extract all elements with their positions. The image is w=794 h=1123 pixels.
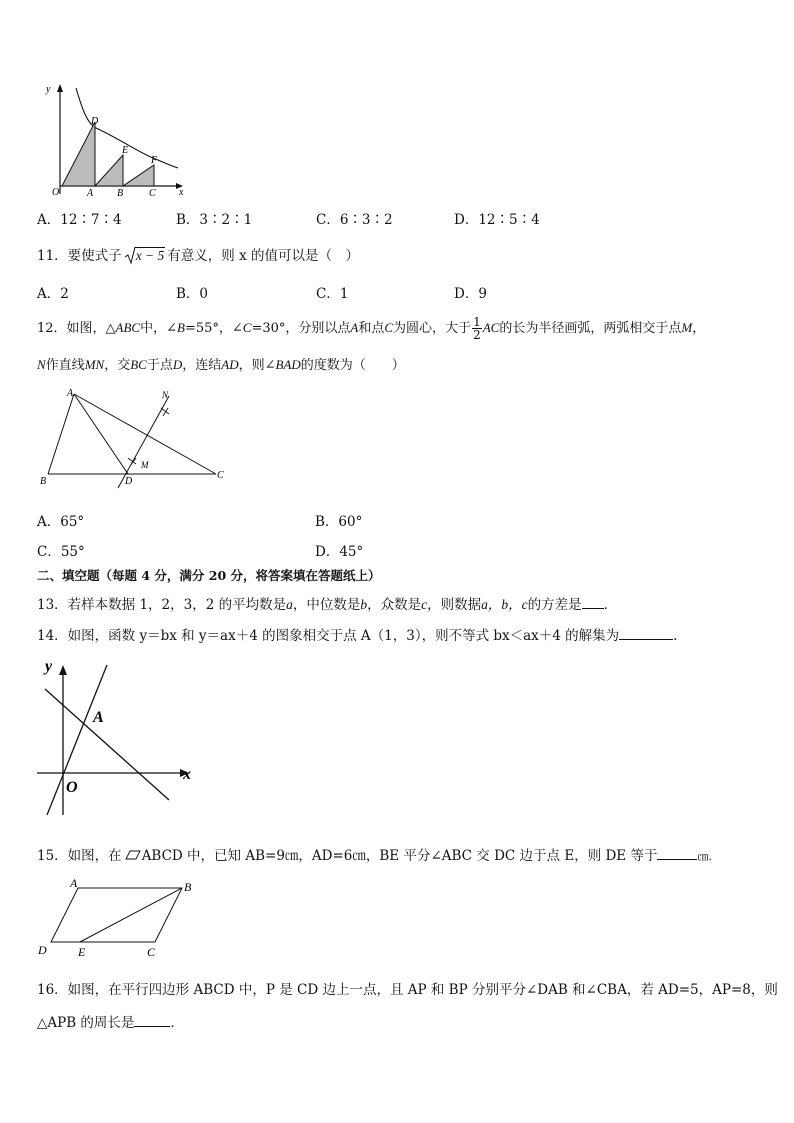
label-a: A (87, 188, 94, 199)
triangle-abe (95, 155, 123, 186)
label-a: A (93, 709, 104, 726)
q11-option-d[interactable]: D．9 (454, 286, 487, 302)
q10-figure (38, 82, 188, 200)
q14-stem: 14．如图，函数 y＝bx 和 y＝ax＋4 的图象相交于点 A（1，3），则不等式 bx＜ax＋4 的解集为 . (37, 628, 678, 644)
q10-option-c[interactable]: C．6∶3∶2 (316, 212, 393, 228)
answer-blank[interactable] (134, 1014, 170, 1027)
q11-text-pre: 11．要使式子 (37, 248, 122, 264)
label-m: M (141, 460, 149, 470)
sqrt-expression (124, 248, 166, 264)
label-e: E (78, 945, 86, 958)
q10-option-a[interactable]: A．12∶7∶4 (37, 212, 122, 228)
q11-stem (37, 244, 359, 264)
answer-blank[interactable] (582, 596, 604, 609)
label-c: C (217, 470, 224, 481)
q12-option-d[interactable]: D．45° (315, 544, 364, 560)
label-b: B (117, 188, 124, 199)
label-d: D (38, 943, 47, 957)
q12-stem-line2: N作直线MN，交BC于点D，连结AD，则∠BAD的度数为（ ） (37, 357, 405, 373)
y-axis-arrow (59, 665, 67, 675)
label-n: N (162, 390, 169, 400)
label-y: y (45, 658, 53, 675)
label-c: C (149, 188, 156, 199)
label-d: D (125, 476, 133, 487)
label-x: x (179, 187, 184, 198)
label-f: F (151, 155, 158, 166)
label-o: O (66, 779, 78, 796)
segment-be (80, 888, 182, 942)
q11-option-b[interactable]: B．0 (176, 286, 209, 302)
q12-stem-line1: 12．如图，△ABC中，∠B=55°，∠C=30°，分别以点A和点C为圆心，大于 $\frac{1}{2}$ AC的长为半径画弧，两弧相交于点M， (37, 315, 706, 342)
q12-option-a[interactable]: A．65° (37, 514, 85, 530)
label-a: A (67, 388, 74, 399)
q11-text-post: 有意义，则 x 的值可以是（ ） (167, 248, 359, 264)
q12-option-c[interactable]: C．55° (37, 544, 85, 560)
fraction-one-half: $\frac{1}{2}$ (473, 315, 481, 342)
q12-figure (36, 384, 236, 494)
q14-figure (33, 655, 203, 820)
triangle-oad (62, 122, 95, 186)
q10-option-d[interactable]: D．12∶5∶4 (454, 212, 540, 228)
triangle-bcf (123, 165, 154, 186)
q10-option-b[interactable]: B．3∶2∶1 (176, 212, 253, 228)
label-a: A (70, 876, 78, 890)
q11-option-c[interactable]: C．1 (316, 286, 349, 302)
y-axis-arrow (57, 84, 63, 92)
arc-mark-n (161, 408, 169, 416)
radical-sign-icon (124, 246, 136, 266)
label-b: B (184, 880, 192, 894)
label-e: E (122, 145, 129, 156)
label-y: y (46, 84, 51, 95)
label-d: D (91, 116, 99, 127)
sqrt-radicand: x − 5 (135, 248, 165, 263)
label-c: C (147, 945, 156, 958)
segment-ad (74, 394, 128, 474)
parallelogram-abcd (51, 888, 182, 942)
q15-figure (36, 876, 206, 958)
q16-stem-line2: △APB 的周长是 ． (37, 1015, 184, 1031)
q13-stem: 13．若样本数据 1，2，3，2 的平均数是a，中位数是b，众数是c，则数据a，b，c的方差是 ． (37, 597, 618, 613)
parallelogram-icon (122, 850, 142, 860)
label-o: O (52, 187, 60, 198)
answer-blank[interactable] (619, 627, 673, 640)
q16-stem-line1: 16．如图，在平行四边形 ABCD 中，P 是 CD 边上一点，且 AP 和 BP 分别平分∠DAB 和∠CBA，若 AD=5，AP=8，则 (37, 982, 778, 998)
q15-stem: 15．如图，在 ABCD 中，已知 AB=9㎝，AD=6㎝，BE 平分∠ABC 交 DC 边于点 E，则 DE 等于 ㎝. (37, 848, 712, 864)
answer-blank[interactable] (657, 847, 697, 860)
q11-option-a[interactable]: A．2 (37, 286, 69, 302)
label-b: B (40, 476, 47, 487)
label-x: x (183, 766, 191, 783)
side-ab (48, 394, 74, 474)
section-heading: 二、填空题（每题 4 分，满分 20 分，将答案填在答题纸上） (37, 568, 381, 583)
q12-option-b[interactable]: B．60° (315, 514, 363, 530)
